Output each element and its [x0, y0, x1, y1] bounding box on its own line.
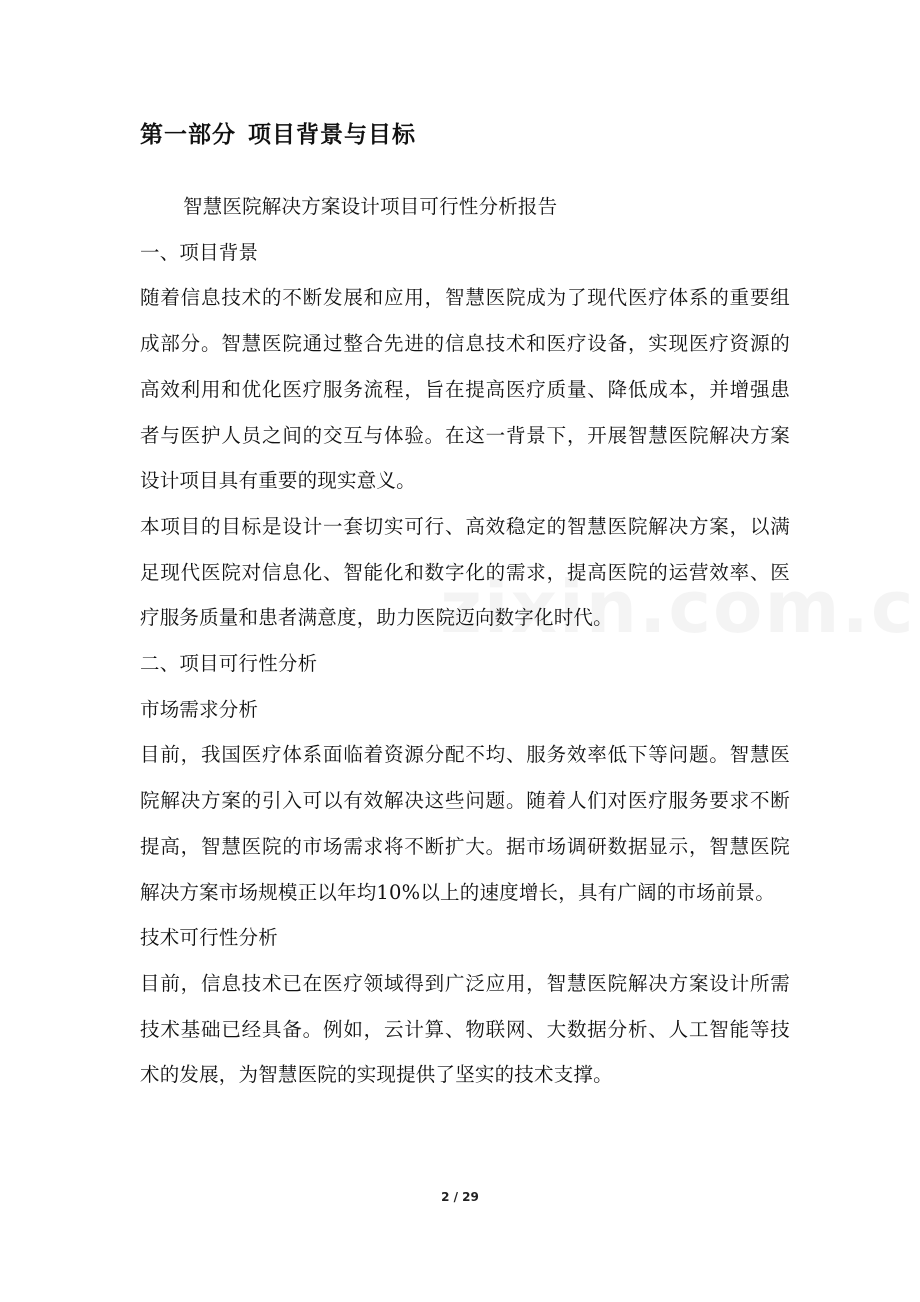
paragraph-technical: 目前，信息技术已在医疗领域得到广泛应用，智慧医院解决方案设计所需技术基础已经具备。例如，云计算、物联网、大数据分析、人工智能等技术的发展，为智慧医院的实现提供了坚实的技术支撑。: [140, 971, 790, 1087]
page-number: 2 / 29: [441, 1190, 479, 1204]
report-title: 智慧医院解决方案设计项目可行性分析报告: [183, 195, 558, 218]
section-title: 项目背景与目标: [248, 121, 416, 148]
heading-feasibility: 二、项目可行性分析: [140, 652, 318, 676]
heading-background: 一、项目背景: [140, 240, 259, 264]
paragraph-background-1: 随着信息技术的不断发展和应用，智慧医院成为了现代医疗体系的重要组成部分。智慧医院通过整合先进的信息技术和医疗设备，实现医疗资源的高效利用和优化医疗服务流程，旨在提高医疗质量、降低成本，并增强患者与医护人员之间的交互与体验。在这一背景下，开展智慧医院解决方案设计项目具有重要的现实意义。: [140, 286, 790, 493]
paragraph-market: 目前，我国医疗体系面临着资源分配不均、服务效率低下等问题。智慧医院解决方案的引入可以有效解决这些问题。随着人们对医疗服务要求不断提高，智慧医院的市场需求将不断扩大。据市场调研数据显示，智慧医院解决方案市场规模正以年均10%以上的速度增长，具有广阔的市场前景。: [140, 743, 790, 904]
heading-market: 市场需求分析: [140, 697, 259, 721]
heading-technical: 技术可行性分析: [140, 926, 278, 950]
paragraph-background-2: 本项目的目标是设计一套切实可行、高效稳定的智慧医院解决方案，以满足现代医院对信息化、智能化和数字化的需求，提高医院的运营效率、医疗服务质量和患者满意度，助力医院迈向数字化时代。: [140, 514, 790, 630]
document-body: [140, 184, 790, 1098]
section-part-label: 第一部分: [140, 121, 236, 148]
section-heading: [140, 116, 416, 149]
